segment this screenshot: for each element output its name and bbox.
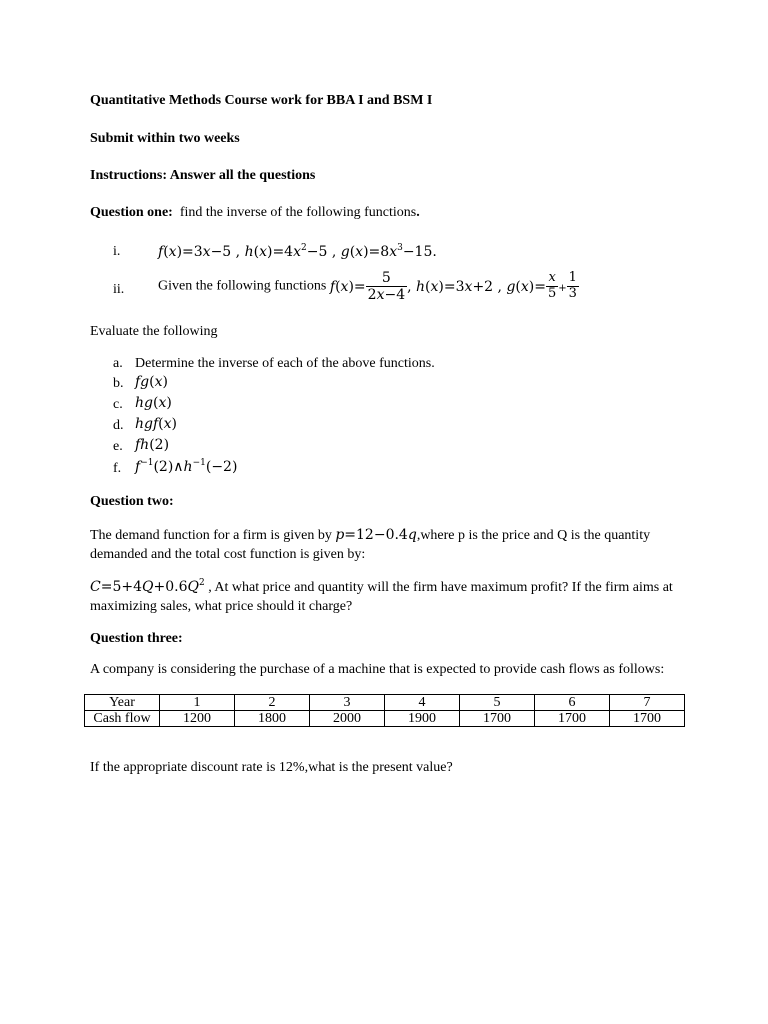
item-number-i: i. bbox=[113, 244, 121, 259]
table-row bbox=[85, 711, 685, 727]
demand-function: p=12−0.4q bbox=[335, 527, 417, 543]
evaluate-heading: Evaluate the following bbox=[90, 324, 218, 339]
question-three-text: A company is considering the purchase of a machine that is expected to provide cash flows as follows: bbox=[90, 662, 665, 677]
question-three-label: Question three: bbox=[90, 631, 183, 646]
subitem-letter-f: f. bbox=[113, 461, 122, 476]
expression-hg: hg(x) bbox=[135, 395, 172, 411]
question-two-label: Question two: bbox=[90, 494, 174, 509]
table-cell: 1200 bbox=[160, 711, 235, 727]
table-cell: 2000 bbox=[310, 711, 385, 727]
cost-function: $C=5+4Q+0.6Q^2$ bbox=[90, 578, 205, 595]
present-value-question: If the appropriate discount rate is 12%,what is the present value? bbox=[90, 760, 453, 775]
question-two-cost-text: $C=5+4Q+0.6Q^2$ , At what price and quantity will the firm have maximum profit? If the firm aims at maximizing sales, what price should it charge? bbox=[90, 578, 673, 614]
document-title: Quantitative Methods Course work for BBA I and BSM I bbox=[90, 93, 433, 108]
expression-inverse: $f^{-1}(2)\wedge h^{-1}(-2)$ bbox=[135, 458, 238, 475]
table-row bbox=[85, 695, 685, 711]
cash-flow-table bbox=[84, 694, 685, 727]
table-cell: 1700 bbox=[460, 711, 535, 727]
subitem-letter-e: e. bbox=[113, 439, 123, 454]
table-header-cell: 7 bbox=[610, 695, 685, 711]
function-set-i: f(x)=3x−5 , $h(x)=4x^2-5$ , $g(x)=8x^3-15$. bbox=[158, 243, 437, 260]
table-header-cell: 1 bbox=[160, 695, 235, 711]
table-cell: Cash flow bbox=[85, 711, 160, 727]
expression-fh: fh(2) bbox=[135, 437, 170, 453]
item-number-ii: ii. bbox=[113, 282, 125, 297]
table-header-cell: 3 bbox=[310, 695, 385, 711]
question-one-text: find the inverse of the following functions bbox=[179, 205, 417, 220]
table-cell: 1700 bbox=[535, 711, 610, 727]
question-one-heading: Question one: find the inverse of the following functions. bbox=[90, 205, 420, 220]
subitem-text-a: Determine the inverse of each of the above functions. bbox=[135, 356, 435, 371]
table-header-cell: 5 bbox=[460, 695, 535, 711]
question-two-text: The demand function for a firm is given by p=12−0.4q,where p is the price and Q is the quantity demanded and the total cost function is given by: bbox=[90, 527, 651, 562]
table-cell: 1900 bbox=[385, 711, 460, 727]
submit-note: Submit within two weeks bbox=[90, 131, 240, 146]
subitem-letter-b: b. bbox=[113, 376, 124, 391]
table-cell: 1700 bbox=[610, 711, 685, 727]
expression-hgf: hgf(x) bbox=[135, 416, 178, 432]
question-one-label: Question one: bbox=[90, 205, 173, 220]
table-cell: 1800 bbox=[235, 711, 310, 727]
table-header-cell: 4 bbox=[385, 695, 460, 711]
expression-fg: fg(x) bbox=[135, 374, 168, 390]
instructions: Instructions: Answer all the questions bbox=[90, 168, 316, 183]
function-set-ii: Given the following functions f(x)= $\frac{5}{2x-4}$ , h(x)=3x+2 , g(x)= $\frac{x}{5}$ + $\frac{1}{3}$ bbox=[158, 270, 577, 304]
table-header-cell: 6 bbox=[535, 695, 610, 711]
table-header-cell: 2 bbox=[235, 695, 310, 711]
table-header-cell: Year bbox=[85, 695, 160, 711]
subitem-letter-c: c. bbox=[113, 397, 123, 412]
subitem-letter-d: d. bbox=[113, 418, 124, 433]
subitem-letter-a: a. bbox=[113, 356, 123, 371]
